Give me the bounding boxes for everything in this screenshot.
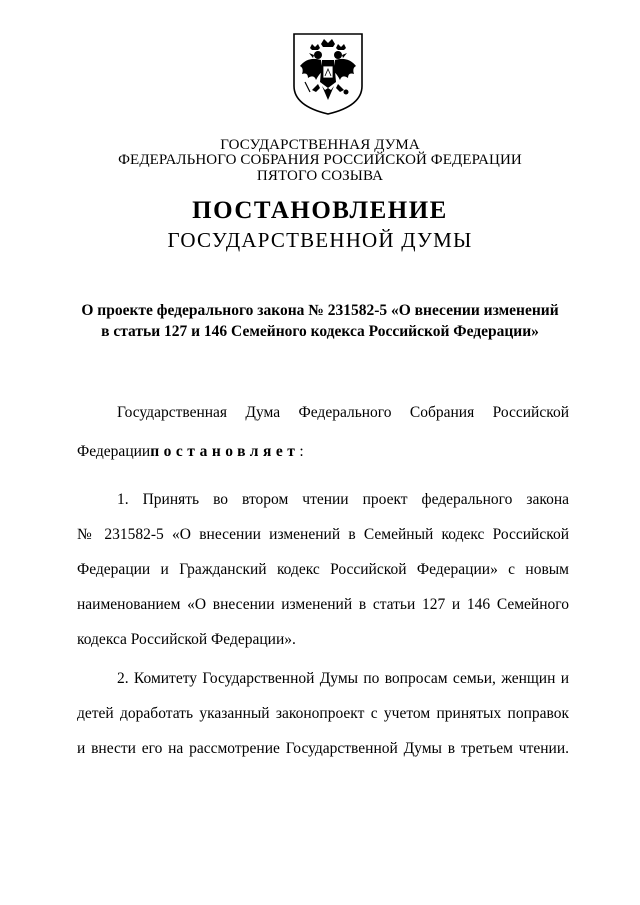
item2-line-3: и внести его на рассмотрение Государственной Думы в третьем чтении.	[77, 740, 569, 757]
item1-line-3: Федерации и Гражданский кодекс Российской Федерации» с новым	[77, 561, 569, 578]
item2-line-2: детей доработать указанный законопроект с учетом принятых поправок	[77, 705, 569, 722]
item1-line-1: 1. Принять во втором чтении проект федерального закона	[117, 491, 569, 508]
item1-line-5: кодекса Российской Федерации».	[77, 631, 296, 648]
subject-line-1: О проекте федерального закона № 231582-5 «О внесении изменений	[81, 302, 559, 319]
intro-colon: :	[299, 443, 304, 460]
item1-line-2: № 231582-5 «О внесении изменений в Семейный кодекс Российской	[77, 526, 569, 543]
document-issuer-title: ГОСУДАРСТВЕННОЙ ДУМЫ	[167, 228, 473, 252]
item2-line-1: 2. Комитету Государственной Думы по вопросам семьи, женщин и	[117, 670, 569, 687]
decree-item-2	[77, 661, 569, 766]
intro-line-2	[77, 434, 569, 469]
double-headed-eagle-emblem-icon	[288, 30, 368, 116]
intro-line-1: Государственная Дума Федерального Собрания Российской	[117, 404, 569, 421]
subject-line-2: в статьи 127 и 146 Семейного кодекса Российской Федерации»	[101, 323, 539, 340]
decree-verb: постановляет	[150, 443, 300, 460]
document-type-title: ПОСТАНОВЛЕНИЕ	[192, 197, 448, 224]
org-name-line-2: ФЕДЕРАЛЬНОГО СОБРАНИЯ РОССИЙСКОЙ ФЕДЕРАЦИИ	[118, 152, 522, 168]
convocation-line: ПЯТОГО СОЗЫВА	[256, 168, 384, 184]
item1-line-4: наименованием «О внесении изменений в статьи 127 и 146 Семейного	[77, 596, 569, 613]
intro-federation-word: Федерации	[77, 443, 151, 460]
decree-item-1	[77, 482, 569, 657]
org-name-line-1: ГОСУДАРСТВЕННАЯ ДУМА	[220, 137, 420, 153]
resolution-subject	[60, 300, 580, 342]
